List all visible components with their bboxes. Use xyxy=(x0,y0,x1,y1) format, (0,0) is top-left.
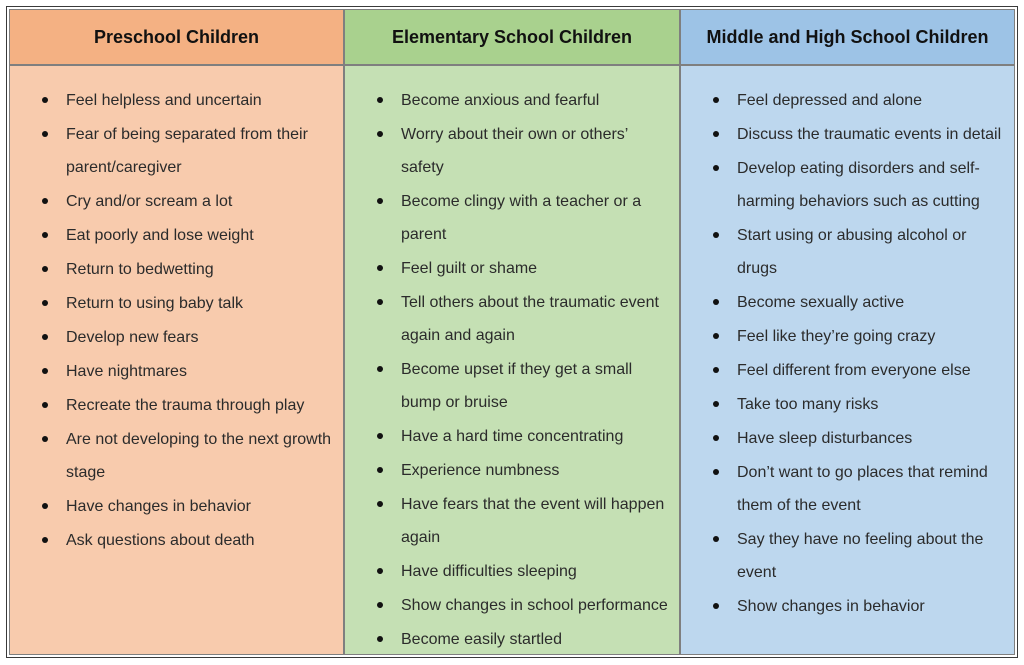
list-item: Feel depressed and alone xyxy=(691,84,1006,117)
list-item: Worry about their own or others’ safety xyxy=(355,118,671,184)
list-item: Eat poorly and lose weight xyxy=(20,219,335,252)
list-item: Become easily startled xyxy=(355,623,671,656)
list-item: Tell others about the traumatic event again and again xyxy=(355,286,671,352)
header-elementary: Elementary School Children xyxy=(344,9,680,65)
header-middle-high: Middle and High School Children xyxy=(680,9,1015,65)
list-item: Start using or abusing alcohol or drugs xyxy=(691,219,1006,285)
list-item: Have difficulties sleeping xyxy=(355,555,671,588)
elementary-list-cell xyxy=(344,65,680,655)
list-item: Fear of being separated from their parent/caregiver xyxy=(20,118,335,184)
list-item: Discuss the traumatic events in detail xyxy=(691,118,1006,151)
reactions-table xyxy=(6,6,1018,658)
list-item: Show changes in school performance xyxy=(355,589,671,622)
list-item: Don’t want to go places that remind them of the event xyxy=(691,456,1006,522)
list-item: Become clingy with a teacher or a parent xyxy=(355,185,671,251)
list-item: Have fears that the event will happen again xyxy=(355,488,671,554)
list-item: Have nightmares xyxy=(20,355,335,388)
list-item: Return to using baby talk xyxy=(20,287,335,320)
list-item: Recreate the trauma through play xyxy=(20,389,335,422)
list-item: Become anxious and fearful xyxy=(355,84,671,117)
middle-high-list xyxy=(691,84,1006,623)
list-item: Show changes in behavior xyxy=(691,590,1006,623)
list-item: Cry and/or scream a lot xyxy=(20,185,335,218)
table-grid xyxy=(9,9,1015,655)
list-item: Say they have no feeling about the event xyxy=(691,523,1006,589)
header-preschool: Preschool Children xyxy=(9,9,344,65)
elementary-list xyxy=(355,84,671,656)
list-item: Feel helpless and uncertain xyxy=(20,84,335,117)
preschool-list xyxy=(20,84,335,557)
preschool-list-cell xyxy=(9,65,344,655)
list-item: Have a hard time concentrating xyxy=(355,420,671,453)
list-item: Experience numbness xyxy=(355,454,671,487)
list-item: Become sexually active xyxy=(691,286,1006,319)
list-item: Develop eating disorders and self-harming behaviors such as cutting xyxy=(691,152,1006,218)
list-item: Take too many risks xyxy=(691,388,1006,421)
list-item: Feel like they’re going crazy xyxy=(691,320,1006,353)
list-item: Become upset if they get a small bump or bruise xyxy=(355,353,671,419)
list-item: Develop new fears xyxy=(20,321,335,354)
list-item: Feel guilt or shame xyxy=(355,252,671,285)
list-item: Feel different from everyone else xyxy=(691,354,1006,387)
list-item: Return to bedwetting xyxy=(20,253,335,286)
list-item: Have sleep disturbances xyxy=(691,422,1006,455)
middle-high-list-cell xyxy=(680,65,1015,655)
list-item: Are not developing to the next growth stage xyxy=(20,423,335,489)
list-item: Have changes in behavior xyxy=(20,490,335,523)
list-item: Ask questions about death xyxy=(20,524,335,557)
